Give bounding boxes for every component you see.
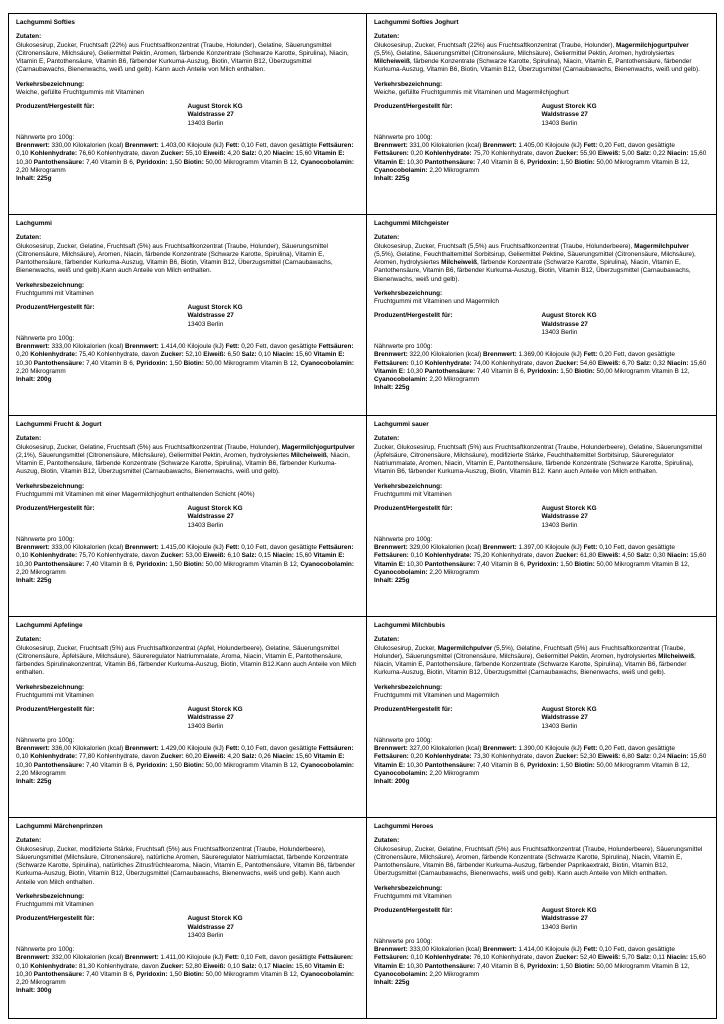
- description-section: [16, 893, 359, 910]
- nutrition-label: Nährwerte pro 100g:: [16, 535, 75, 543]
- description-section: [374, 483, 709, 500]
- ingredients-label: Zutaten:: [374, 435, 400, 443]
- ingredients-text: Glukosesirup, Zucker, Fruchtsaft (22%) aus Fruchtsaftkonzentrat (Traube, Holunder), Magermilchjogurtpulver (5,5%), Gelatine, Säuerungsmittel (Citronensäure, Milchsäure), Geliermittel Pektin, Aromen, hydrolysiertes Milcheiweiß, färbende Konzentrate (Schwarze Karotte, Spirulina), Niacin, Vitamin E, Pantothensäure, färbender Kurkuma-Auszug, Vitamin B6, Biotin, Vitamin B12, Überzugsmittel (Carnaubawachs, Bienenwachs, weiß und gelb).: [374, 41, 700, 74]
- description-label: Verkehrsbezeichnung:: [16, 683, 85, 691]
- product-card: [9, 416, 367, 617]
- nutrition-text: Brennwert: 336,00 Kilokalorien (kcal) Brennwert: 1.429,00 Kilojoule (kJ) Fett: 0,10 Fett, davon gesättigte Fettsäuren: 0,10 Kohlenhydrate: 77,80 Kohlenhydrate, davon Zucker: 60,20 Eiweiß: 4,20 Salz: 0,26 Niacin: 15,60 Vitamin E: 10,30 Pantothensäure: 7,40 Vitamin B 6, Pyridoxin: 1,50 Biotin: 50,00 Mikrogramm Vitamin B 12, Cyanocobolamin: 2,20 Mikrogramm: [16, 745, 354, 777]
- description-section: [16, 282, 359, 299]
- product-card: [367, 617, 717, 818]
- content-weight: [374, 175, 709, 183]
- producer-city: 13403 Berlin: [541, 923, 578, 931]
- producer-street: Waldstrasse 27: [541, 513, 588, 521]
- ingredients-section: [16, 636, 359, 677]
- content-weight-label: Inhalt:: [374, 384, 394, 392]
- nutrition-label: Nährwerte pro 100g:: [16, 946, 75, 953]
- content-weight-label: Inhalt:: [16, 987, 36, 995]
- producer-name: August Storck KG: [187, 706, 243, 713]
- description-label: Verkehrsbezeichnung:: [16, 892, 85, 900]
- producer-city: 13403 Berlin: [541, 119, 578, 127]
- description-text: Fruchtgummi mit Vitaminen: [374, 490, 452, 498]
- description-section: [16, 684, 359, 701]
- content-weight-value: 225g: [394, 175, 410, 182]
- ingredients-text: Glukosesirup, Zucker, Gelatine, Fruchtsaft (5%) aus Fruchtsaftkonzentrat (Traube, Holunderbeere), Säuerungsmittel (Citronensäure, Milchsäure), Aromen, färbende Konzentrate (Schwarze Karotte, Spirulina), Niacin, Vitamin E, Pantothensäure, Vitamin B6, färbender Kurkuma-Auszug, färbender Paprikaextrakt, Biotin, Vitamin B12, Überzugsmittel (Carnaubawachs, Bienenwachs, weiß und gelb). Kann auch Anteile von Milch enthalten.: [374, 845, 703, 878]
- producer-city: 13403 Berlin: [541, 328, 578, 336]
- ingredients-label: Zutaten:: [374, 33, 400, 41]
- product-title: Lachgummi Frucht & Jogurt: [16, 421, 102, 428]
- nutrition-label: Nährwerte pro 100g:: [374, 343, 433, 350]
- ingredients-section: [374, 234, 709, 284]
- producer-section: [16, 505, 359, 530]
- description-label: Verkehrsbezeichnung:: [374, 482, 443, 490]
- nutrition-label: Nährwerte pro 100g:: [374, 535, 433, 543]
- product-card: [367, 818, 717, 1019]
- content-weight-value: 225g: [36, 577, 52, 584]
- description-text: Fruchtgummi mit Vitaminen mit einer Magermilchjoghurt enthaltenden Schicht (40%): [16, 490, 255, 498]
- description-section: [374, 885, 709, 902]
- product-title: Lachgummi Milchbubis: [374, 622, 446, 629]
- nutrition-text: Brennwert: 330,00 Kilokalorien (kcal) Brennwert: 1.403,00 Kilojoule (kJ) Fett: 0,10 Fett, davon gesättigte Fettsäuren: 0,10 Kohlenhydrate: 76,60 Kohlenhydrate, davon Zucker: 55,10 Eiweiß: 4,20 Salz: 0,20 Niacin: 15,60 Vitamin E: 10,30 Pantothensäure: 7,40 Vitamin B 6, Pyridoxin: 1,50 Biotin: 50,00 Mikrogramm Vitamin B 12, Cyanocobolamin: 2,20 Mikrogramm: [16, 142, 354, 174]
- description-section: [16, 483, 359, 500]
- content-weight: [16, 778, 359, 786]
- description-label: Verkehrsbezeichnung:: [374, 80, 443, 88]
- description-label: Verkehrsbezeichnung:: [16, 482, 85, 490]
- description-text: Fruchtgummi mit Vitaminen und Magermilch: [374, 691, 499, 699]
- description-text: Weiche, gefüllte Fruchtgummis mit Vitaminen und Magermilchjoghurt: [374, 88, 569, 96]
- producer-street: Waldstrasse 27: [187, 714, 234, 722]
- product-card: [9, 215, 367, 416]
- ingredients-text: Glukosesirup, Zucker, modifizierte Stärke, Fruchtsaft (5%) aus Fruchtsaftkonzentrat (Traube, Holunderbeere), Säuerungsmittel (Milchsäure, Citronensäure), natürliche Aromen, Säureregulator Natriumlactat, färbende Konzentrate (Schwarze Karotte, Spirulina), natürliches Zitrusfrüchtearoma, Niacin, Vitamin E, Pantothensäure, Vitamin B6, färbender Kurkuma-Auszug, Biotin, Vitamin B12, Überzugsmittel (Carnaubawachs, Bienenwachs, weiß und gelb). Kann auch Anteile von Milch enthalten.: [16, 845, 355, 886]
- ingredients-label: Zutaten:: [16, 837, 42, 845]
- ingredients-section: [16, 33, 359, 74]
- producer-city: 13403 Berlin: [187, 521, 224, 529]
- description-text: Weiche, gefüllte Fruchtgummis mit Vitaminen: [16, 88, 144, 96]
- description-section: [16, 81, 359, 98]
- ingredients-text: Zucker, Glukosesirup, Fruchtsaft (5%) aus Fruchtsaftkonzentrat (Traube, Holunderbeere), Gelatine, Säuerungsmittel (Äpfelsäure, Citronensäure, Milchsäure), modifizierte Stärke, Feuchthaltemittel Sorbitsirup, Säureregulator Natriummalate, Aromen, Niacin, Vitamin E, Pantothensäure, färbende Konzentrate (Schwarze Karotte, Spirulina), Vitamin B6, färbender Kurkuma-Auszug, Biotin, Vitamin B12. Kann auch Anteile von Milch enthalten.: [374, 443, 703, 476]
- producer-address: [542, 706, 710, 731]
- ingredients-text: Glukosesirup, Zucker, Fruchtsaft (5,5%) aus Fruchtsaftkonzentrat (Traube, Holunderbeere), Magermilchpulver (5,5%), Gelatine, Feuchthaltemittel Sorbitsirup, Geliermittel Pektine, Säuerungsmittel (Citronensäure, Milchsäure), Aromen, hydrolysiertes Milcheiweiß, färbende Konzentrate (Schwarze Karotte, Spirulina), Niacin, Vitamin E, Pantothensäure, Vitamin B6, färbender Kurkuma-Auszug, Biotin, Vitamin B12, Überzugsmittel (Carnaubawachs, Bienenwachs, weiß und gelb).: [374, 242, 696, 283]
- producer-section: [374, 103, 709, 128]
- content-weight: [16, 175, 359, 183]
- product-card: [9, 617, 367, 818]
- content-weight-value: 225g: [394, 979, 410, 986]
- producer-address: [188, 304, 360, 329]
- producer-label: Produzent/Hergestellt für:: [374, 505, 453, 512]
- nutrition-section: [16, 737, 359, 787]
- producer-name: August Storck KG: [541, 706, 597, 713]
- nutrition-label: Nährwerte pro 100g:: [374, 736, 433, 744]
- nutrition-section: [374, 737, 709, 787]
- ingredients-label: Zutaten:: [374, 636, 400, 644]
- producer-address: [542, 312, 710, 337]
- producer-name: August Storck KG: [541, 505, 597, 512]
- nutrition-label: Nährwerte pro 100g:: [374, 133, 433, 141]
- content-weight-value: 225g: [394, 577, 410, 584]
- content-weight: [16, 376, 359, 384]
- producer-section: [16, 103, 359, 128]
- content-weight-label: Inhalt:: [16, 376, 36, 383]
- producer-city: 13403 Berlin: [187, 722, 224, 730]
- ingredients-label: Zutaten:: [16, 435, 42, 443]
- content-weight: [16, 577, 359, 585]
- product-title: Lachgummi: [16, 220, 52, 227]
- ingredients-section: [374, 636, 709, 677]
- description-text: Fruchtgummi mit Vitaminen und Magermilch: [374, 298, 499, 305]
- producer-section: [374, 312, 709, 337]
- nutrition-section: [16, 536, 359, 586]
- producer-street: Waldstrasse 27: [541, 320, 588, 328]
- product-title: Lachgummi Milchgeister: [374, 220, 449, 227]
- producer-name: August Storck KG: [541, 312, 597, 320]
- producer-section: [374, 706, 709, 731]
- ingredients-label: Zutaten:: [374, 234, 400, 242]
- producer-section: [16, 915, 359, 940]
- content-weight-label: Inhalt:: [374, 175, 394, 182]
- product-title: Lachgummi Heroes: [374, 823, 434, 830]
- producer-name: August Storck KG: [187, 505, 243, 512]
- product-title: Lachgummi Softies Joghurt: [374, 19, 459, 26]
- ingredients-text: Glukosesirup, Zucker, Gelatine, Fruchtsaft (5%) aus Fruchtsaftkonzentrat (Traube, Holunder), Säuerungsmittel (Citronensäure, Milchsäure), Aromen, Niacin, färbende Konzentrate (Schwarze Karotte, Spirulina), Vitamin E, Pantothensäure, färbender Kurkuma-Auszug, Vitamin B6, Biotin, Vitamin B12, Überzugsmittel (Carnaubawachs, Bienenwachs, weiß und gelb).Kann auch Anteile von Milch enthalten.: [16, 242, 333, 275]
- producer-label: Produzent/Hergestellt für:: [16, 304, 95, 311]
- producer-street: Waldstrasse 27: [187, 312, 234, 320]
- producer-address: [542, 907, 710, 932]
- content-weight: [374, 778, 709, 786]
- nutrition-text: Brennwert: 333,00 Kilokalorien (kcal) Brennwert: 1.414,00 Kilojoule (kJ) Fett: 0,20 Fett, davon gesättigte Fettsäuren: 0,20 Kohlenhydrate: 75,40 Kohlenhydrate, davon Zucker: 52,10 Eiweiß: 6,50 Salz: 0,10 Niacin: 15,60 Vitamin E: 10,30 Pantothensäure: 7,40 Vitamin B 6, Pyridoxin: 1,50 Biotin: 50,00 Mikrogramm Vitamin B 12, Cyanocobolamin: 2,20 Mikrogramm: [16, 343, 354, 375]
- product-card: [9, 14, 367, 215]
- producer-street: Waldstrasse 27: [541, 714, 588, 722]
- nutrition-label: Nährwerte pro 100g:: [374, 937, 433, 945]
- producer-section: [16, 304, 359, 329]
- producer-city: 13403 Berlin: [541, 722, 578, 730]
- description-section: [374, 290, 709, 307]
- description-label: Verkehrsbezeichnung:: [374, 289, 443, 297]
- nutrition-section: [16, 134, 359, 184]
- producer-name: August Storck KG: [187, 103, 243, 110]
- ingredients-label: Zutaten:: [16, 234, 42, 242]
- description-label: Verkehrsbezeichnung:: [374, 683, 443, 691]
- producer-label: Produzent/Hergestellt für:: [374, 312, 453, 320]
- product-card: [367, 416, 717, 617]
- content-weight-value: 200g: [36, 376, 52, 383]
- content-weight-value: 300g: [36, 987, 52, 995]
- ingredients-section: [374, 435, 709, 476]
- producer-name: August Storck KG: [541, 103, 597, 110]
- producer-street: Waldstrasse 27: [541, 915, 588, 923]
- product-card: [367, 14, 717, 215]
- product-title: Lachgummi Softies: [16, 19, 75, 26]
- producer-address: [542, 505, 710, 530]
- nutrition-section: [374, 343, 709, 393]
- nutrition-section: [16, 946, 359, 996]
- content-weight: [374, 384, 709, 392]
- nutrition-section: [16, 335, 359, 385]
- content-weight-label: Inhalt:: [16, 778, 36, 785]
- nutrition-text: Brennwert: 331,00 Kilokalorien (kcal) Brennwert: 1.405,00 Kilojoule (kJ) Fett: 0,20 Fett, davon gesättigte Fettsäuren: 0,20 Kohlenhydrate: 75,70 Kohlenhydrate, davon Zucker: 55,90 Eiweiß: 5,00 Salz: 0,22 Niacin: 15,60 Vitamin E: 10,30 Pantothensäure: 7,40 Vitamin B 6, Pyridoxin: 1,50 Biotin: 50,00 Mikrogramm Vitamin B 12, Cyanocobolamin: 2,20 Mikrogramm: [374, 142, 707, 174]
- product-grid: [8, 13, 717, 1019]
- nutrition-text: Brennwert: 329,00 Kilokalorien (kcal) Brennwert: 1.397,00 Kilojoule (kJ) Fett: 0,10 Fett, davon gesättigte Fettsäuren: 0,10 Kohlenhydrate: 75,20 Kohlenhydrate, davon Zucker: 61,80 Eiweiß: 4,50 Salz: 0,30 Niacin: 15,60 Vitamin E: 10,30 Pantothensäure: 7,40 Vitamin B 6, Pyridoxin: 1,50 Biotin: 50,00 Mikrogramm Vitamin B 12, Cyanocobolamin: 2,20 Mikrogramm: [374, 544, 707, 576]
- description-text: Fruchtgummi mit Vitaminen: [16, 691, 94, 699]
- producer-name: August Storck KG: [187, 304, 243, 311]
- nutrition-label: Nährwerte pro 100g:: [16, 736, 75, 744]
- content-weight-value: 200g: [394, 778, 410, 785]
- product-card: [9, 818, 367, 1019]
- content-weight-label: Inhalt:: [374, 979, 394, 986]
- producer-label: Produzent/Hergestellt für:: [16, 706, 95, 713]
- producer-address: [188, 706, 360, 731]
- producer-street: Waldstrasse 27: [187, 513, 234, 521]
- producer-address: [542, 103, 710, 128]
- content-weight-value: 225g: [36, 778, 52, 785]
- producer-city: 13403 Berlin: [541, 521, 578, 529]
- description-text: Fruchtgummi mit Vitaminen: [16, 289, 94, 297]
- nutrition-text: Brennwert: 332,00 Kilokalorien (kcal) Brennwert: 1.411,00 Kilojoule (kJ) Fett: 0,10 Fett, davon gesättigte Fettsäuren: 0,10 Kohlenhydrate: 81,30 Kohlenhydrate, davon Zucker: 52,80 Eiweiß: 0,10 Salz: 0,17 Niacin: 15,60 Vitamin E: 10,30 Pantothensäure: 7,40 Vitamin B 6, Pyridoxin: 1,50 Biotin: 50,00 Mikrogramm Vitamin B 12, Cyanocobolamin: 2,20 Mikrogramm: [16, 954, 354, 986]
- nutrition-section: [374, 536, 709, 586]
- content-weight: [374, 577, 709, 585]
- content-weight: [374, 979, 709, 987]
- nutrition-text: Brennwert: 333,00 Kilokalorien (kcal) Brennwert: 1.415,00 Kilojoule (kJ) Fett: 0,10 Fett, davon gesättigte Fettsäuren: 0,10 Kohlenhydrate: 75,70 Kohlenhydrate, davon Zucker: 53,00 Eiweiß: 6,10 Salz: 0,15 Niacin: 15,60 Vitamin E: 10,30 Pantothensäure: 7,40 Vitamin B 6, Pyridoxin: 1,50 Biotin: 50,00 Mikrogramm Vitamin B 12, Cyanocobolamin: 2,20 Mikrogramm: [16, 544, 354, 576]
- nutrition-section: [374, 134, 709, 184]
- content-weight-label: Inhalt:: [374, 577, 394, 584]
- producer-label: Produzent/Hergestellt für:: [374, 706, 453, 713]
- description-section: [374, 81, 709, 98]
- product-card: [367, 215, 717, 416]
- description-text: Fruchtgummi mit Vitaminen: [374, 892, 452, 900]
- nutrition-section: [374, 938, 709, 988]
- producer-street: Waldstrasse 27: [187, 923, 234, 931]
- nutrition-label: Nährwerte pro 100g:: [16, 133, 75, 141]
- producer-label: Produzent/Hergestellt für:: [16, 915, 95, 923]
- content-weight-label: Inhalt:: [16, 577, 36, 584]
- ingredients-section: [16, 234, 359, 275]
- nutrition-text: Brennwert: 327,00 Kilokalorien (kcal) Brennwert: 1.390,00 Kilojoule (kJ) Fett: 0,20 Fett, davon gesättigte Fettsäuren: 0,20 Kohlenhydrate: 73,30 Kohlenhydrate, davon Zucker: 52,30 Eiweiß: 6,80 Salz: 0,24 Niacin: 15,60 Vitamin E: 10,30 Pantothensäure: 7,40 Vitamin B 6, Pyridoxin: 1,50 Biotin: 50,00 Mikrogramm Vitamin B 12, Cyanocobolamin: 2,20 Mikrogramm: [374, 745, 707, 777]
- content-weight-value: 225g: [36, 175, 52, 182]
- producer-name: August Storck KG: [187, 915, 243, 923]
- product-title: Lachgummi Märchenprinzen: [16, 823, 103, 830]
- content-weight-value: 225g: [394, 384, 410, 392]
- description-label: Verkehrsbezeichnung:: [374, 884, 443, 892]
- producer-city: 13403 Berlin: [187, 119, 224, 127]
- ingredients-section: [374, 33, 709, 74]
- ingredients-label: Zutaten:: [16, 636, 42, 644]
- description-text: Fruchtgummi mit Vitaminen: [16, 901, 94, 908]
- content-weight-label: Inhalt:: [374, 778, 394, 785]
- ingredients-text: Glukosesirup, Zucker, Fruchtsaft (22%) aus Fruchtsaftkonzentrat (Traube, Holunder), Gelatine, Säuerungsmittel (Citronensäure, Milchsäure), Geliermittel Pektin, Aromen, färbende Konzentrate (Schwarze Karotte, Spirulina), Niacin, Vitamin E, Pantothensäure, Vitamin B6, färbender Kurkuma-Auszug, Biotin, Vitamin B12, Überzugsmittel (Carnaubawachs, Bienenwachs, weiß und gelb). Kann auch Anteile von Milch enthalten.: [16, 41, 349, 74]
- description-label: Verkehrsbezeichnung:: [16, 281, 85, 289]
- producer-address: [188, 915, 360, 940]
- producer-street: Waldstrasse 27: [187, 111, 234, 119]
- producer-label: Produzent/Hergestellt für:: [374, 907, 453, 914]
- nutrition-text: Brennwert: 333,00 Kilokalorien (kcal) Brennwert: 1.414,00 Kilojoule (kJ) Fett: 0,10 Fett, davon gesättigte Fettsäuren: 0,10 Kohlenhydrate: 76,10 Kohlenhydrate, davon Zucker: 52,40 Eiweiß: 5,70 Salz: 0,11 Niacin: 15,60 Vitamin E: 10,30 Pantothensäure: 7,40 Vitamin B 6, Pyridoxin: 1,50 Biotin: 50,00 Mikrogramm Vitamin B 12, Cyanocobolamin: 2,20 Mikrogramm: [374, 946, 706, 978]
- producer-city: 13403 Berlin: [187, 931, 224, 939]
- producer-section: [374, 907, 709, 932]
- content-weight: [16, 987, 359, 995]
- nutrition-text: Brennwert: 322,00 Kilokalorien (kcal) Brennwert: 1.369,00 Kilojoule (kJ) Fett: 0,20 Fett, davon gesättigte Fettsäuren: 0,10 Kohlenhydrate: 74,00 Kohlenhydrate, davon Zucker: 54,60 Eiweiß: 6,70 Salz: 0,32 Niacin: 15,60 Vitamin E: 10,30 Pantothensäure: 7,40 Vitamin B 6, Pyridoxin: 1,50 Biotin: 50,00 Mikrogramm Vitamin B 12, Cyanocobolamin: 2,20 Mikrogramm: [374, 351, 707, 383]
- ingredients-label: Zutaten:: [374, 837, 400, 845]
- ingredients-section: [374, 837, 709, 878]
- ingredients-section: [16, 837, 359, 887]
- ingredients-text: Glukosesirup, Zucker, Fruchtsaft (5%) aus Fruchtsaftkonzentrat (Apfel, Holunderbeere), Gelatine, Säuerungsmittel (Citronensäure, Äpfelsäure, Milchsäure), Säureregulator Natriummalate, Aroma, Niacin, Vitamin E, Pantothensäure, färbendes Spirulinakonzentrat, Vitamin B6, färbender Kurkuma-Auszug, Biotin, Vitamin B12.Kann auch Anteile von Milch enthalten.: [16, 644, 357, 677]
- producer-address: [188, 505, 360, 530]
- content-weight-label: Inhalt:: [16, 175, 36, 182]
- product-title: Lachgummi sauer: [374, 421, 429, 428]
- description-label: Verkehrsbezeichnung:: [16, 80, 85, 88]
- producer-label: Produzent/Hergestellt für:: [374, 103, 453, 110]
- ingredients-text: Glukosesirup, Zucker, Magermilchpulver (5,5%), Gelatine, Fruchtsaft (5%) aus Fruchtsaftkonzentrat (Traube, Holunder), Säuerungsmittel (Citronensäure, Milchsäure), Geliermittel Pektin, Aromen, hydrolysiertes Milcheiweiß, Niacin, Vitamin E, Pantothensäure, färbende Konzentrate (Schwarze Karotte, Spirulina), Vitamin B6, färbender Kurkuma-Auszug, Biotin, Vitamin B12, Überzugsmittel (Carnaubawachs, Bienenwachs, weiß und gelb).: [374, 644, 696, 677]
- description-section: [374, 684, 709, 701]
- producer-label: Produzent/Hergestellt für:: [16, 103, 95, 110]
- product-title: Lachgummi Apfelinge: [16, 622, 83, 629]
- nutrition-label: Nährwerte pro 100g:: [16, 334, 75, 342]
- ingredients-section: [16, 435, 359, 476]
- producer-street: Waldstrasse 27: [541, 111, 588, 119]
- producer-label: Produzent/Hergestellt für:: [16, 505, 95, 512]
- producer-name: August Storck KG: [541, 907, 597, 914]
- producer-section: [16, 706, 359, 731]
- producer-section: [374, 505, 709, 530]
- ingredients-label: Zutaten:: [16, 33, 42, 41]
- producer-address: [188, 103, 360, 128]
- ingredients-text: Glukosesirup, Zucker, Gelatine, Fruchtsaft (5%) aus Fruchtsaftkonzentrat (Traube, Holunder), Magermilchjogurtpulver (2,1%), Säuerungsmittel (Citronensäure, Milchsäure), Geliermittel Pektin, Aromen, hydrolysiertes Milcheiweiß, Niacin, Vitamin E, Pantothensäure, färbende Konzentrate (Schwarze Karotte, Spirulina), Vitamin B6, färbender Kurkuma-Auszug, Biotin, Vitamin B12, Überzugsmittel (Carnaubawachs, Bienenwachs, weiß und gelb).: [16, 443, 355, 476]
- producer-city: 13403 Berlin: [187, 320, 224, 328]
